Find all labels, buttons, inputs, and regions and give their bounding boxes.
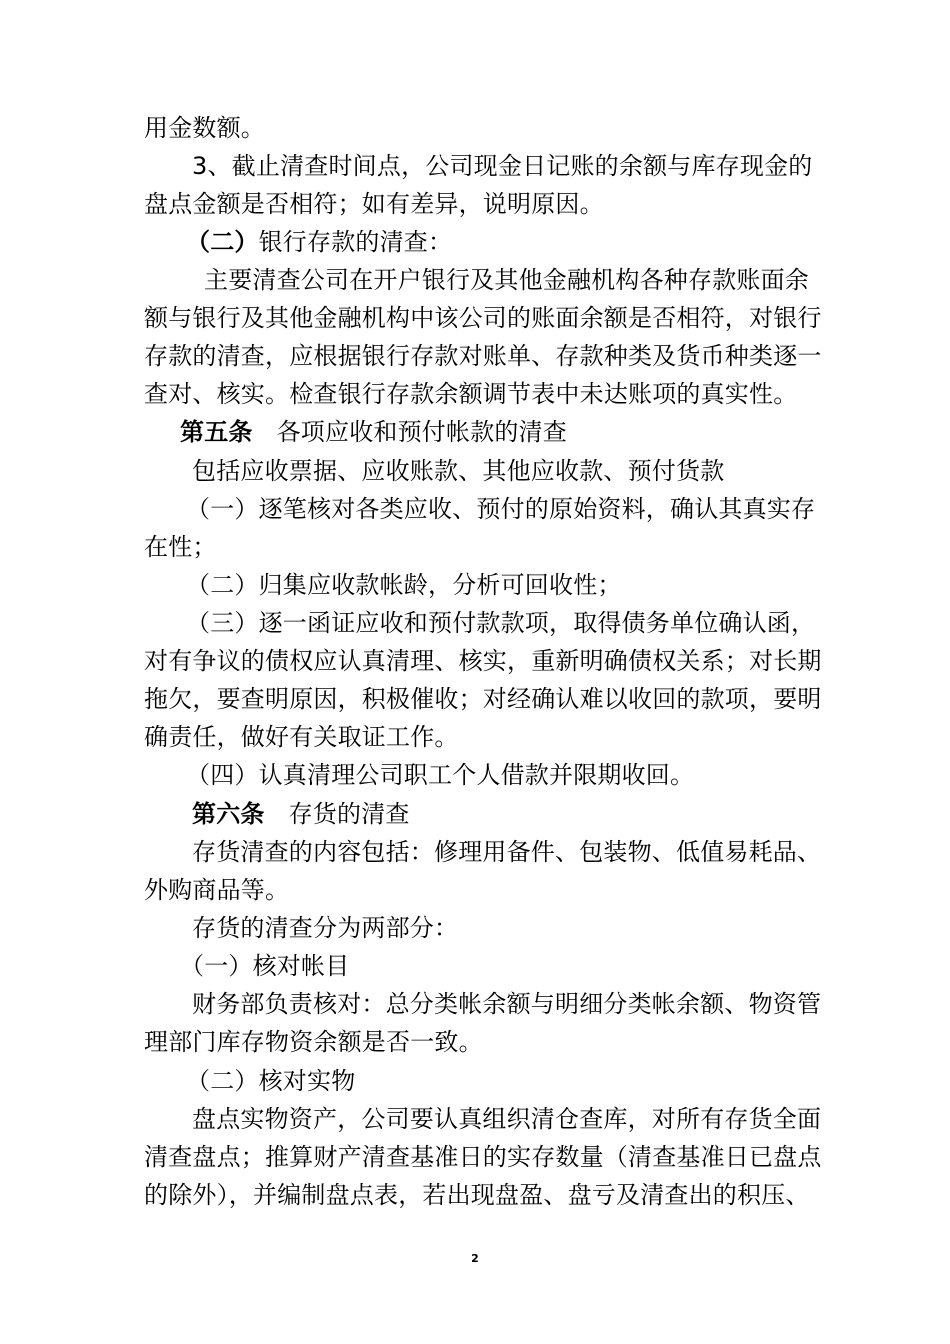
article-title: 存货的清查 xyxy=(288,800,410,828)
text-line: 盘点金额是否相符；如有差异，说明原因。 xyxy=(144,190,604,218)
text-line: 盘点实物资产，公司要认真组织清仓查库，对所有存货全面 xyxy=(192,1105,822,1133)
text-line: （一）逐笔核对各类应收、预付的原始资料，确认其真实存 xyxy=(186,495,816,523)
text-line: 用金数额。 xyxy=(144,114,265,142)
text-line: 的除外），并编制盘点表，若出现盘盈、盘亏及清查出的积压、 xyxy=(144,1181,810,1209)
text-line: 清查盘点；推算财产清查基准日的实存数量（清查基准日已盘点 xyxy=(144,1143,822,1171)
text-line: 外购商品等。 xyxy=(144,876,290,904)
text-line: 额与银行及其他金融机构中该公司的账面余额是否相符，对银行 xyxy=(144,304,822,332)
article-heading xyxy=(180,417,567,447)
text-line: （一）核对帐目 xyxy=(180,952,350,980)
text-line: （二）归集应收款帐龄，分析可回收性； xyxy=(186,571,622,599)
text-line: 在性； xyxy=(144,533,217,561)
text-line: 存货清查的内容包括：修理用备件、包装物、低值易耗品、 xyxy=(192,838,822,866)
text-line: 存货的清查分为两部分： xyxy=(192,914,459,942)
section-heading xyxy=(186,227,452,257)
text-line: （二）核对实物 xyxy=(186,1067,356,1095)
text-line: 查对、核实。检查银行存款余额调节表中未达账项的真实性。 xyxy=(144,380,798,408)
section-title: 银行存款的清查： xyxy=(258,228,453,256)
text-line: 拖欠，要查明原因，积极催收；对经确认难以收回的款项，要明 xyxy=(144,685,822,713)
text-line: 包括应收票据、应收账款、其他应收款、预付货款 xyxy=(192,457,725,485)
text-line: 3、截止清查时间点，公司现金日记账的余额与库存现金的 xyxy=(192,152,813,180)
text-line: （四）认真清理公司职工个人借款并限期收回。 xyxy=(186,761,695,789)
article-heading xyxy=(192,799,410,829)
text-line: （三）逐一函证应收和预付款款项，取得债务单位确认函， xyxy=(186,609,816,637)
text-line: 主要清查公司在开户银行及其他金融机构各种存款账面余 xyxy=(204,266,809,294)
article-number: 第五条 xyxy=(180,418,253,446)
page-number: 2 xyxy=(471,1252,479,1265)
text-line: 理部门库存物资余额是否一致。 xyxy=(144,1028,483,1056)
text-line: 财务部负责核对：总分类帐余额与明细分类帐余额、物资管 xyxy=(192,990,822,1018)
text-line: 存款的清查，应根据银行存款对账单、存款种类及货币种类逐一 xyxy=(144,342,822,370)
text-line: 确责任，做好有关取证工作。 xyxy=(144,723,459,751)
article-number: 第六条 xyxy=(192,800,265,828)
text-line: 对有争议的债权应认真清理、核实，重新明确债权关系；对长期 xyxy=(144,647,822,675)
section-number: （二） xyxy=(186,228,259,256)
article-title: 各项应收和预付帐款的清查 xyxy=(276,418,568,446)
